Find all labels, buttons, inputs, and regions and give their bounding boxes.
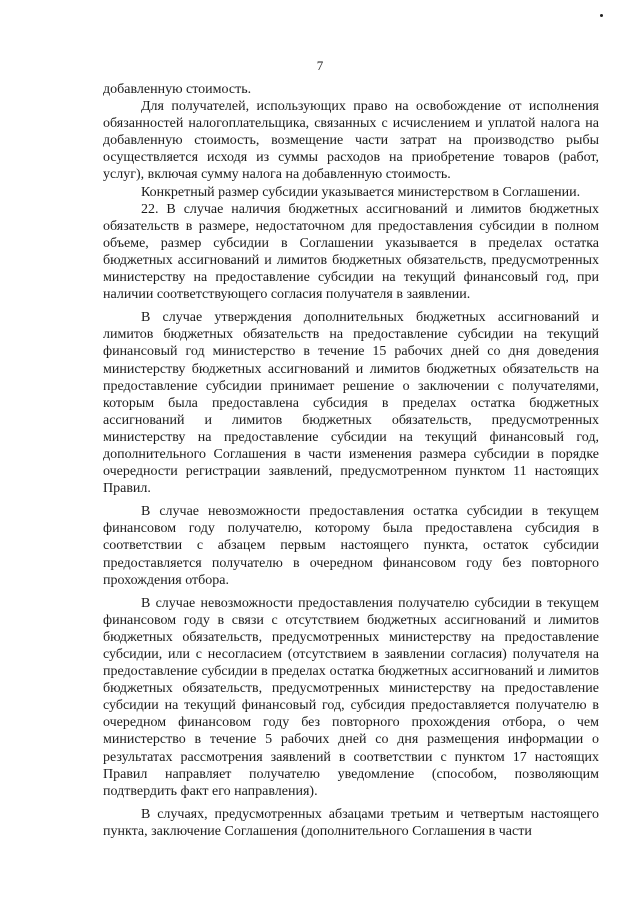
paragraph: 22. В случае наличия бюджетных ассигнований и лимитов бюджетных обязательств в размере, недостаточном для предоставления субсидии в полном объеме, размер субсидии в Соглашении указывается в пределах остатка бюджетных ассигнований и лимитов бюджетных обязательств, предусмотренных министерству на предоставление субсидии на текущий финансовый год, при наличии соответствующего согласия получателя в заявлении. (103, 201, 599, 303)
page-number: 7 (316, 58, 324, 73)
scan-mark (600, 14, 603, 17)
paragraph-continuation: добавленную стоимость. (103, 82, 252, 97)
paragraph: Конкретный размер субсидии указывается министерством в Соглашении. (141, 184, 581, 200)
paragraph: В случае утверждения дополнительных бюджетных ассигнований и лимитов бюджетных обязательств на предоставление субсидии на текущий финансовый год министерство в течение 15 рабочих дней со дня доведения министерству бюджетных ассигнований и лимитов бюджетных обязательств на предоставление субсидии принимает решение о заключении с получателями, которым была предоставлена субсидия в пределах остатка бюджетных ассигнований и лимитов бюджетных обязательств, предусмотренных министерству на предоставление субсидии на текущий финансовый год, дополнительного Соглашения в части изменения размера субсидии в порядке очередности регистрации заявлений, предусмотренном пунктом 11 настоящих Правил. (103, 310, 599, 497)
paragraph: В случае невозможности предоставления остатка субсидии в текущем финансовом году получателю, которому была предоставлена субсидия в соответствии с абзацем первым настоящего пункта, остаток субсидии предоставляется получателю в очередном финансовом году без повторного прохождения отбора. (103, 504, 599, 588)
paragraph: В случае невозможности предоставления получателю субсидии в текущем финансовом году в связи с отсутствием бюджетных ассигнований и лимитов бюджетных обязательств, предусмотренных министерству на предоставление субсидии, или с несогласием (отсутствием в заявлении согласия) получателя на предоставление субсидии в пределах остатка бюджетных ассигнований и лимитов бюджетных обязательств, предусмотренных министерству на предоставление субсидии на текущий финансовый год, субсидия предоставляется получателю в очередном финансовом году без повторного прохождения отбора, о чем министерство в течение 5 рабочих дней со дня размещения информации о результатах рассмотрения заявлений в соответствии с пунктом 17 настоящих Правил направляет получателю уведомление (способом, позволяющим подтвердить факт его направления). (103, 595, 599, 799)
paragraph: Для получателей, использующих право на освобождение от исполнения обязанностей налогоплательщика, связанных с исчислением и уплатой налога на добавленную стоимость, возмещение части затрат на производство рыбы осуществляется исходя из суммы расходов на приобретение товаров (работ, услуг), включая сумму налога на добавленную стоимость. (103, 99, 599, 183)
paragraph: В случаях, предусмотренных абзацами третьим и четвертым настоящего пункта, заключение Соглашения (дополнительного Соглашения в части (103, 806, 599, 839)
document-body (103, 81, 599, 840)
